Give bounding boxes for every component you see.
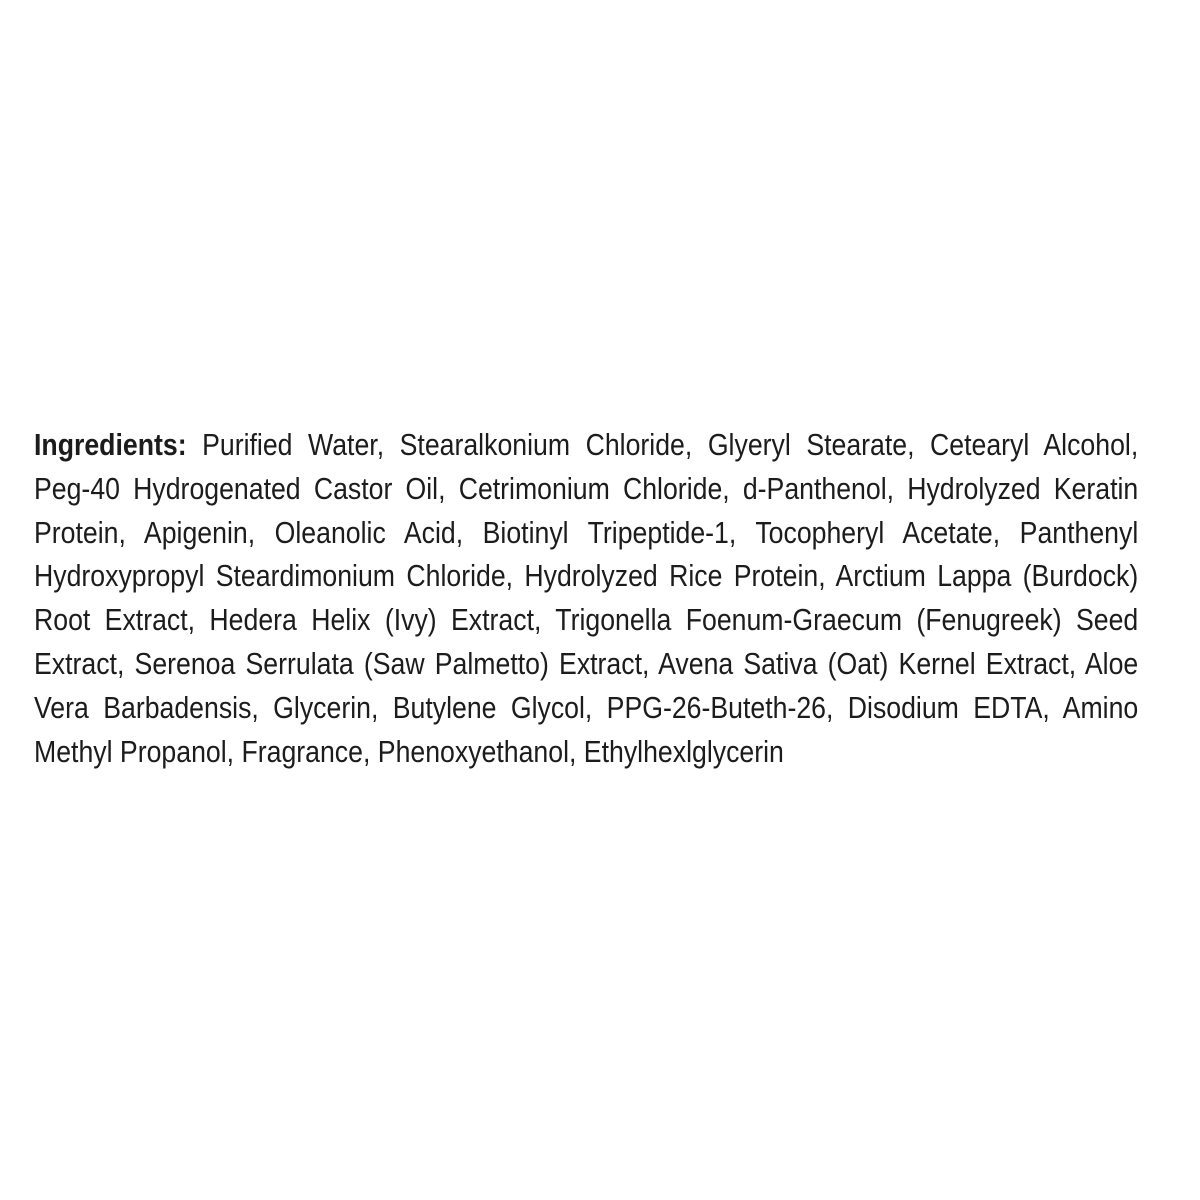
ingredients-line-7: Vera Barbadensis, Glycerin, Butylene Glycol, PPG-26-Buteth-26, Disodium EDTA, Amino	[34, 689, 1139, 725]
ingredients-line-2: Peg-40 Hydrogenated Castor Oil, Cetrimonium Chloride, d-Panthenol, Hydrolyzed Keratin	[34, 470, 1139, 506]
ingredients-text: Purified Water, Stearalkonium Chloride, Glyeryl Stearate, Cetearyl Alcohol,	[202, 427, 1139, 462]
ingredients-line-8: Methyl Propanol, Fragrance, Phenoxyethanol, Ethylhexlglycerin	[34, 733, 784, 769]
ingredients-line-1	[34, 423, 1138, 467]
ingredients-line-6: Extract, Serenoa Serrulata (Saw Palmetto) Extract, Avena Sativa (Oat) Kernel Extract, Aloe	[34, 645, 1139, 681]
ingredients-line-4: Hydroxypropyl Steardimonium Chloride, Hydrolyzed Rice Protein, Arctium Lappa (Burdock)	[34, 558, 1139, 594]
ingredients-line-5: Root Extract, Hedera Helix (Ivy) Extract, Trigonella Foenum-Graecum (Fenugreek) Seed	[34, 602, 1139, 638]
ingredients-line-3: Protein, Apigenin, Oleanolic Acid, Biotinyl Tripeptide-1, Tocopheryl Acetate, Panthenyl	[34, 514, 1139, 550]
ingredients-list	[34, 423, 1138, 773]
ingredients-label: Ingredients:	[34, 427, 187, 462]
